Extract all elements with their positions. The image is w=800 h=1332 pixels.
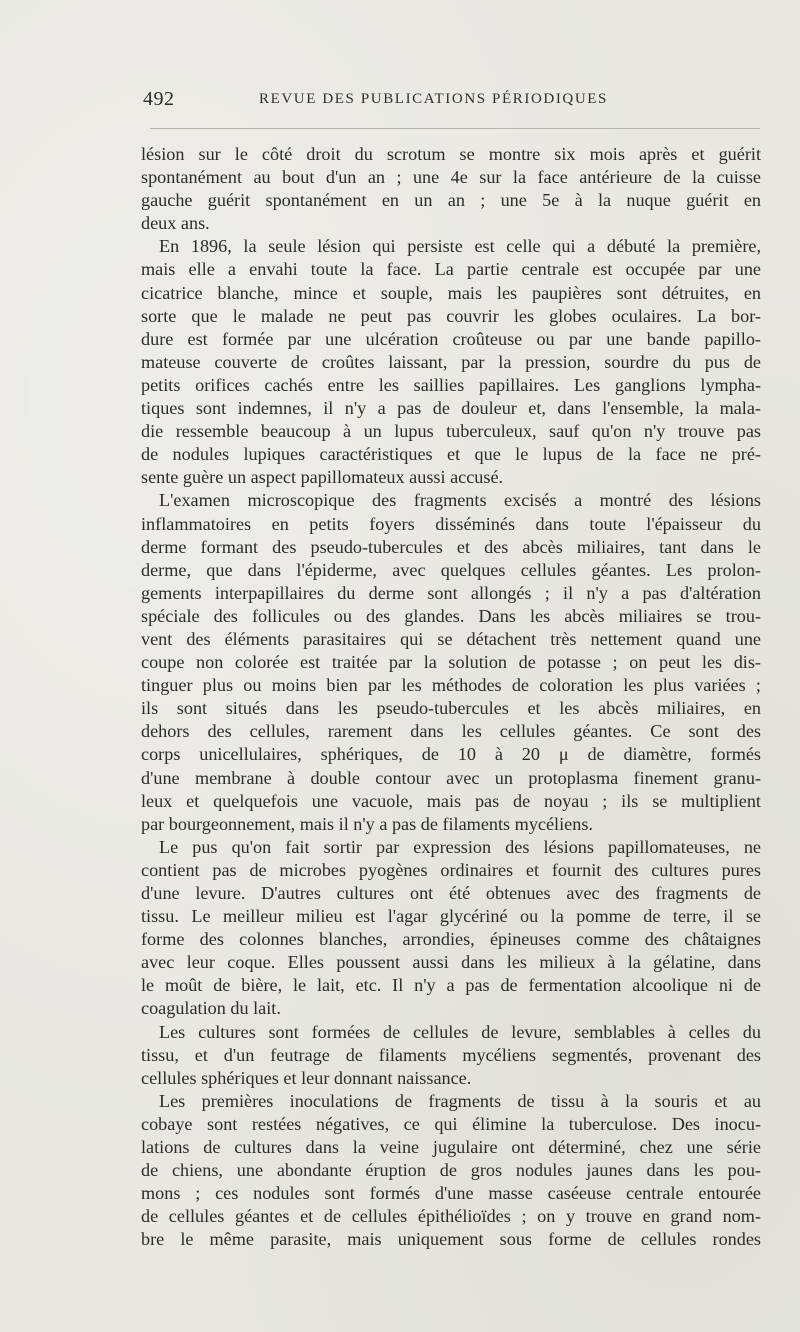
text-line: deux ans. [141,213,210,234]
header-rule [150,128,760,129]
text-line: corps unicellulaires, sphériques, de 10 à 20 μ de diamètre, formés [141,744,761,765]
running-head: REVUE DES PUBLICATIONS PÉRIODIQUES [259,91,608,107]
text-line: cellules sphériques et leur donnant naissance. [141,1067,472,1088]
text-line: En 1896, la seule lésion qui persiste est celle qui a débuté la première, [159,236,761,257]
text-line: coagulation du lait. [141,998,281,1019]
text-line: spéciale des follicules ou des glandes. Dans les abcès miliaires se trou- [141,605,761,626]
text-line: de cellules géantes et de cellules épithélioïdes ; on y trouve en grand nom- [141,1206,761,1227]
text-line: tiques sont indemnes, il n'y a pas de douleur et, dans l'ensemble, la mala- [141,398,761,419]
text-line: die ressemble beaucoup à un lupus tuberculeux, sauf qu'on n'y trouve pas [141,421,761,442]
text-line: sorte que le malade ne peut pas couvrir les globes oculaires. La bor- [141,305,761,326]
page-header [143,88,758,116]
text-line: dure est formée par une ulcération croûteuse ou par une bande papillo- [141,328,761,349]
text-line: de chiens, une abondante éruption de gros nodules jaunes dans les pou- [141,1160,761,1181]
text-line: contient pas de microbes pyogènes ordinaires et fournit des cultures pures [141,859,761,880]
text-line: mons ; ces nodules sont formés d'une masse caséeuse centrale entourée [141,1183,761,1204]
text-line: gauche guérit spontanément en un an ; une 5e à la nuque guérit en [141,190,761,211]
text-line: mais elle a envahi toute la face. La partie centrale est occupée par une [141,259,761,280]
text-line: gements interpapillaires du derme sont allongés ; il n'y a pas d'altération [141,582,761,603]
text-line: dehors des cellules, rarement dans les cellules géantes. Ce sont des [141,721,761,742]
text-line: Les premières inoculations de fragments de tissu à la souris et au [159,1090,761,1111]
body-text [141,143,761,1252]
text-line: Le pus qu'on fait sortir par expression des lésions papillomateuses, ne [159,836,761,857]
text-line: derme formant des pseudo-tubercules et des abcès miliaires, tant dans le [141,536,761,557]
text-line: petits orifices cachés entre les saillies papillaires. Les ganglions lympha- [141,374,761,395]
text-line: d'une membrane à double contour avec un protoplasma finement granu- [141,767,761,788]
text-line: avec leur coque. Elles poussent aussi dans les milieux à la gélatine, dans [141,952,761,973]
text-line: forme des colonnes blanches, arrondies, épineuses comme des châtaignes [141,929,761,950]
text-line: le moût de bière, le lait, etc. Il n'y a pas de fermentation alcoolique ni de [141,975,761,996]
text-line: coupe non colorée est traitée par la solution de potasse ; on peut les dis- [141,652,761,673]
text-line: sente guère un aspect papillomateux aussi accusé. [141,467,504,488]
text-line: mateuse couverte de croûtes laissant, par la pression, sourdre du pus de [141,351,761,372]
text-line: par bourgeonnement, mais il n'y a pas de filaments mycéliens. [141,813,593,834]
text-line: cobaye sont restées négatives, ce qui élimine la tuberculose. Des inocu- [141,1113,761,1134]
text-line: d'une levure. D'autres cultures ont été obtenues avec des fragments de [141,883,761,903]
text-line: lésion sur le côté droit du scrotum se montre six mois après et guérit [141,144,761,164]
text-line: tinguer plus ou moins bien par les méthodes de coloration les plus variées ; [141,675,761,696]
text-line: ils sont situés dans les pseudo-tubercules et les abcès miliaires, en [141,698,761,719]
page-number: 492 [143,88,175,110]
text-line: Les cultures sont formées de cellules de levure, semblables à celles du [159,1021,761,1042]
text-line: tissu, et d'un feutrage de filaments mycéliens segmentés, provenant des [141,1044,761,1065]
text-line: L'examen microscopique des fragments excisés a montré des lésions [159,490,761,511]
text-line: inflammatoires en petits foyers disséminés dans toute l'épaisseur du [141,513,761,534]
text-line: tissu. Le meilleur milieu est l'agar glycériné ou la pomme de terre, il se [141,906,761,927]
text-line: derme, que dans l'épiderme, avec quelques cellules géantes. Les prolon- [141,559,761,580]
text-line: de nodules lupiques caractéristiques et que le lupus de la face ne pré- [141,444,761,465]
text-line: spontanément au bout d'un an ; une 4e sur la face antérieure de la cuisse [141,167,761,188]
text-line: cicatrice blanche, mince et souple, mais les paupières sont détruites, en [141,282,761,303]
text-line: lations de cultures dans la veine jugulaire ont déterminé, chez une série [141,1137,761,1158]
text-line: leux et quelquefois une vacuole, mais pas de noyau ; ils se multiplient [141,790,761,811]
text-line: vent des éléments parasitaires qui se détachent très nettement quand une [141,628,761,649]
text-line: bre le même parasite, mais uniquement sous forme de cellules rondes [141,1229,761,1250]
